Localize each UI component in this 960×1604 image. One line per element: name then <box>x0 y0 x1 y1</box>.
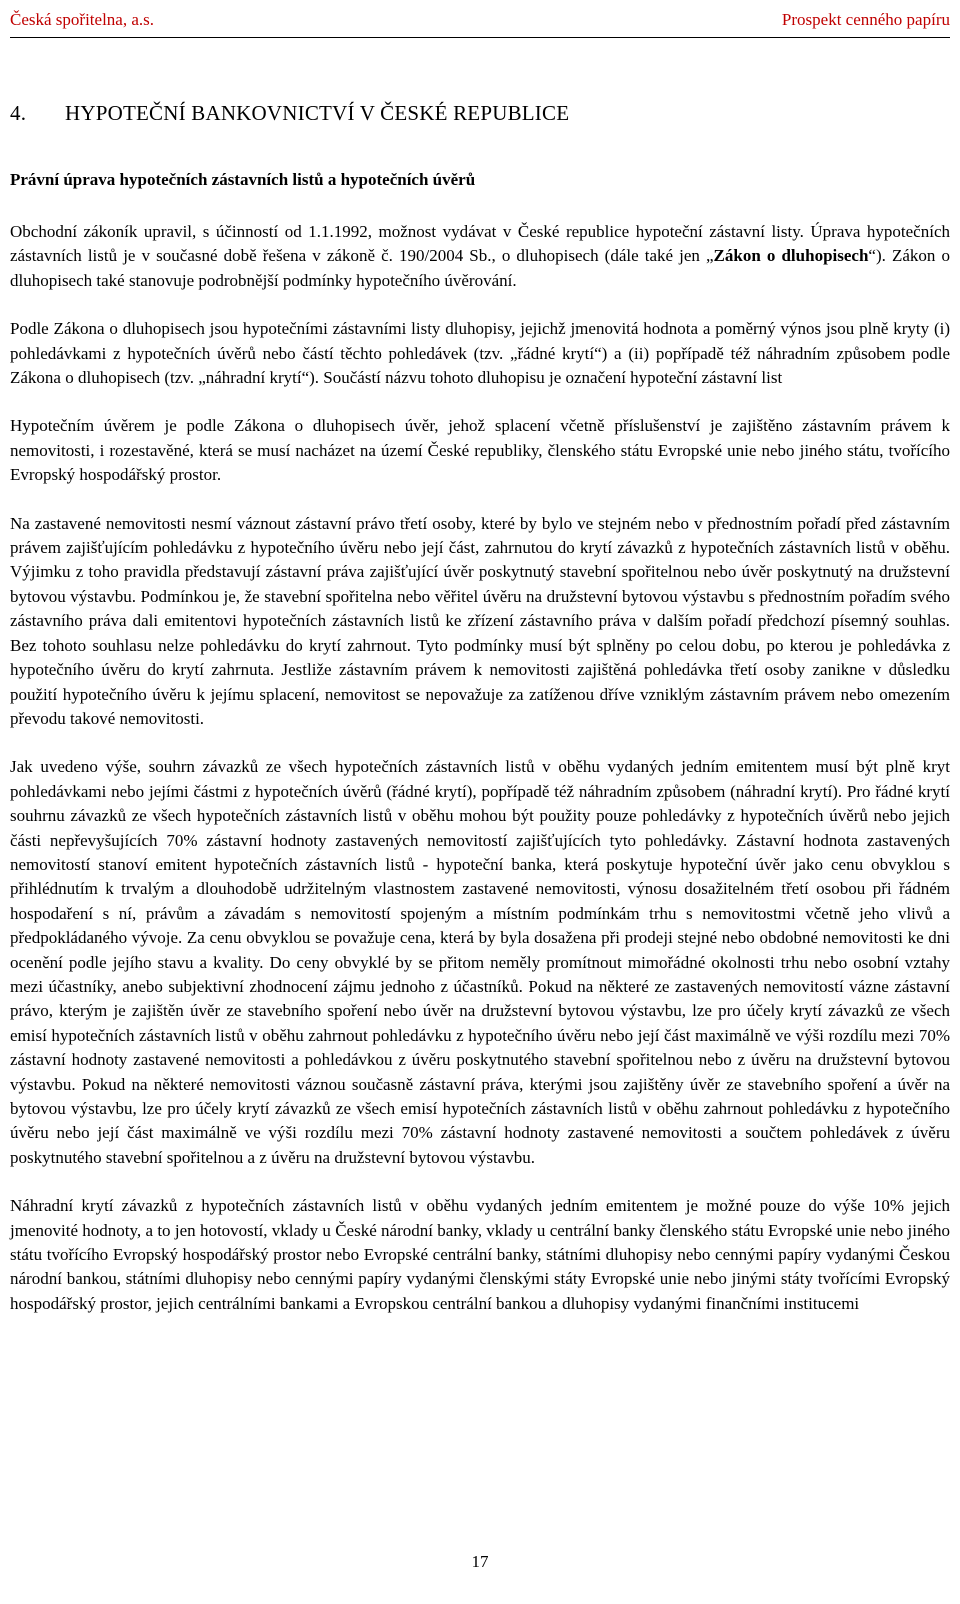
paragraph-legal-basis <box>10 220 950 293</box>
header-divider <box>10 37 950 38</box>
section-number: 4. <box>10 101 27 125</box>
subsection-heading: Právní úprava hypotečních zástavních listů a hypotečních úvěrů <box>10 170 476 189</box>
defined-term: Zákon o dluhopisech <box>713 246 869 266</box>
page-content <box>10 98 950 1340</box>
section-title: HYPOTEČNÍ BANKOVNICTVÍ V ČESKÉ REPUBLICE <box>65 101 570 125</box>
paragraph-text: “). Zákon o dluhopisech také stanovuje podrobnější podmínky hypotečního úvěrování. <box>10 246 950 290</box>
section-heading <box>10 98 950 128</box>
paragraph-substitute-cover: Náhradní krytí závazků z hypotečních zástavních listů v oběhu vydaných jedním emitentem je možné pouze do výše 10% jejich jmenovité hodnoty, a to jen hotovostí, vklady u České národní banky, vklady u centrální banky členského státu Evropské unie nebo jiného státu tvořícího Evropský hospodářský prostor nebo Evropské centrální banky, státními dluhopisy nebo cennými papíry vydanými Českou národní bankou, státními dluhopisy nebo cennými papíry vydanými členskými státy Evropské unie nebo jinými státy tvořícími Evropský hospodářský prostor, jejich centrálními bankami a Evropskou centrální bankou a dluhopisy vydanými finančními institucemi <box>10 1196 950 1313</box>
page-number: 17 <box>471 1552 489 1571</box>
header-issuer-name: Česká spořitelna, a.s. <box>10 10 154 29</box>
page-header <box>10 4 950 34</box>
paragraph-definition-bonds: Podle Zákona o dluhopisech jsou hypotečními zástavními listy dluhopisy, jejichž jmenovitá hodnota a poměrný výnos jsou plně kryty (i) pohledávkami z hypotečních úvěrů nebo částí těchto pohledávek (tzv. „řádné krytí“) a (ii) popřípadě též náhradním způsobem podle Zákona o dluhopisech (tzv. „náhradní krytí“). Součástí názvu tohoto dluhopisu je označení hypoteční zástavní list <box>10 319 950 388</box>
paragraph-lien-rules: Na zastavené nemovitosti nesmí váznout zástavní právo třetí osoby, které by bylo ve stejném nebo v přednostním pořadí před zástavním právem zajišťujícím pohledávku z hypotečního úvěru nebo její část, zahrnutou do krytí závazků z hypotečních zástavních listů v oběhu. Výjimku z toho pravidla představují zástavní práva zajišťující úvěr poskytnutý stavební spořitelnou nebo úvěr poskytnutý na družstevní bytovou výstavbu. Podmínkou je, že stavební spořitelna nebo věřitel úvěru na družstevní bytovou výstavbu s přednostním pořadím svého zástavního práva dali emitentovi hypotečních zástavních listů ke zřízení zástavního práva v dalším pořadí předchozí písemný souhlas. Bez tohoto souhlasu nelze pohledávku do krytí zahrnout. Tyto podmínky musí být splněny po celou dobu, po kterou je pohledávka z hypotečního úvěru do krytí zahrnuta. Jestliže zástavním právem k nemovitosti zajištěná pohledávka třetí osoby zanikne v důsledku použití hypotečního úvěru k jejímu splacení, nemovitost se nepovažuje za zatíženou dříve vzniklým zástavním právem nebo omezením převodu takové nemovitosti. <box>10 513 950 728</box>
header-document-title: Prospekt cenného papíru <box>781 10 950 29</box>
paragraph-definition-loan: Hypotečním úvěrem je podle Zákona o dluhopisech úvěr, jehož splacení včetně příslušenství je zajištěno zástavním právem k nemovitosti, i rozestavěné, která se musí nacházet na území České republiky, členského státu Evropské unie nebo jiného státu, tvořícího Evropský hospodářský prostor. <box>10 416 950 485</box>
paragraph-text: Obchodní zákoník upravil, s účinností od 1.1.1992, možnost vydávat v České republice hypoteční zástavní listy. Úprava hypotečních zástavních listů je v současné době řešena v zákoně č. 190/2004 Sb., o dluhopisech (dále také jen „ <box>10 222 950 266</box>
paragraph-regular-cover: Jak uvedeno výše, souhrn závazků ze všech hypotečních zástavních listů v oběhu vydaných jedním emitentem musí být plně kryt pohledávkami nebo jejími částmi z hypotečních úvěrů (řádné krytí), popřípadě též náhradním způsobem (náhradní krytí). Pro řádné krytí souhrnu závazků ze všech hypotečních zástavních listů v oběhu mohou být použity pouze pohledávky z hypotečních úvěrů nebo jejich části nepřevyšujících 70% zástavní hodnoty zastavených nemovitostí zajišťujících tyto pohledávky. Zástavní hodnota zastavených nemovitostí stanoví emitent hypotečních zástavních listů - hypoteční banka, která poskytuje hypoteční úvěr jako cenu obvyklou s přihlédnutím k trvalým a dlouhodobě udržitelným vlastnostem zastavené nemovitosti, výnosu dosažitelném třetí osobou při řádném hospodaření s ní, právům a závadám s nemovitostí spojeným a místním podmínkám trhu s nemovitostmi včetně jeho vlivů a předpokládaného vývoje. Za cenu obvyklou se považuje cena, která by byla dosažena při prodeji stejné nebo obdobné nemovitosti ke dni ocenění podle jejího stavu a kvality. Do ceny obvyklé by se přitom neměly promítnout mimořádné okolnosti trhu nebo osobní vztahy mezi účastníky, anebo subjektivní zhodnocení zájmu jednoho z účastníků. Pokud na některé ze zastavených nemovitostí vázne zástavní právo, kterým je zajištěn úvěr ze stavebního spoření nebo úvěr na družstevní bytovou výstavbu, lze pro účely krytí závazků ze všech emisí hypotečních zástavních listů v oběhu zahrnout pohledávku z hypotečního úvěru nebo její část maximálně ve výši rozdílu mezi 70% zástavní hodnoty zastavené nemovitosti a pohledávkou z úvěru poskytnutého stavební spořitelnou nebo z úvěru na družstevní bytovou výstavbu. Pokud na některé nemovitosti váznou současně zástavní práva, kterými jsou zajištěny úvěr ze stavebního spoření a úvěr na bytovou výstavbu, lze pro účely krytí závazků ze všech emisí hypotečních zástavních listů v oběhu zahrnout pohledávku z hypotečního úvěru nebo její část maximálně ve výši rozdílu mezi 70% zástavní hodnoty zastavené nemovitosti a součtem pohledávek z úvěru poskytnutého stavební spořitelnou a z úvěru na družstevní bytovou výstavbu. <box>10 757 950 1167</box>
